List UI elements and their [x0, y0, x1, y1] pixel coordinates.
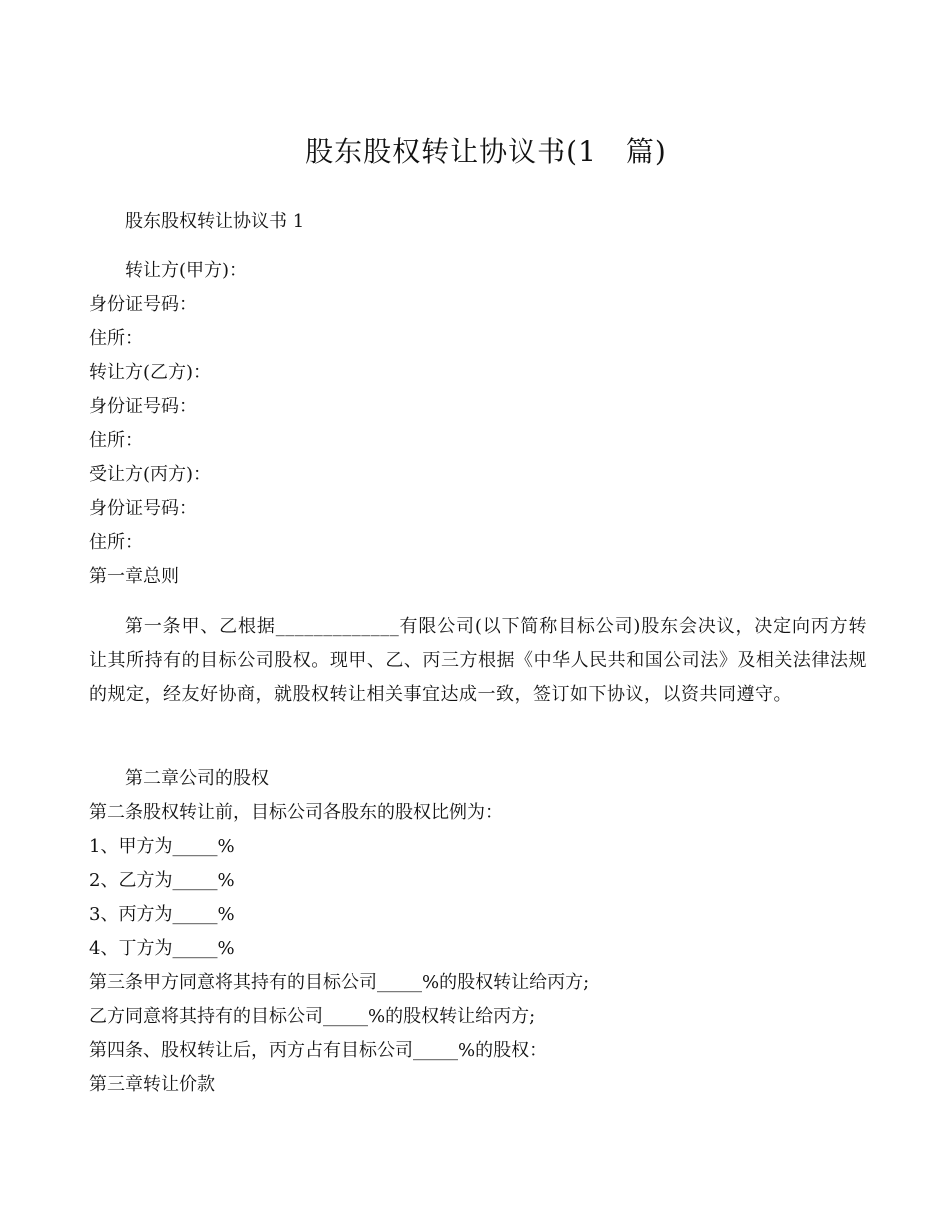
party-a-address-label: 住所： [89, 328, 143, 349]
share-item-2: 2、乙方为_____% [89, 870, 235, 891]
share-item-1: 1、甲方为_____% [89, 836, 235, 857]
party-b-label: 转让方(乙方)： [89, 362, 212, 383]
document-subtitle: 股东股权转让协议书 1 [125, 211, 305, 232]
article-4-text: 第四条、股权转让后，丙方占有目标公司_____%的股权： [89, 1040, 548, 1061]
party-c-label: 受让方(丙方)： [89, 464, 212, 485]
share-item-4: 4、丁方为_____% [89, 938, 235, 959]
chapter-2-heading: 第二章公司的股权 [125, 768, 269, 789]
document-title: 股东股权转让协议书(1 篇) [305, 135, 667, 168]
article-1-paragraph: 第一条甲、乙根据_____________有限公司(以下简称目标公司)股东会决议，决定向丙方转让其所持有的目标公司股权。现甲、乙、丙三方根据《中华人民共和国公司法》及相关法律法规的规定，经友好协商，就股权转让相关事宜达成一致，签订如下协议，以资共同遵守。 [89, 616, 867, 705]
share-item-3: 3、丙方为_____% [89, 904, 235, 925]
article-3-text-a: 第三条甲方同意将其持有的目标公司_____%的股权转让给丙方; [89, 972, 590, 993]
party-c-address-label: 住所： [89, 532, 143, 553]
article-2-text: 第二条股权转让前，目标公司各股东的股权比例为： [89, 802, 503, 823]
party-b-address-label: 住所： [89, 430, 143, 451]
chapter-1-heading: 第一章总则 [89, 566, 179, 587]
party-b-id-label: 身份证号码： [89, 396, 197, 417]
party-a-id-label: 身份证号码： [89, 294, 197, 315]
party-c-id-label: 身份证号码： [89, 498, 197, 519]
chapter-3-heading: 第三章转让价款 [89, 1074, 215, 1095]
party-a-label: 转让方(甲方)： [125, 260, 248, 281]
article-3-text-b: 乙方同意将其持有的目标公司_____%的股权转让给丙方; [89, 1006, 536, 1027]
